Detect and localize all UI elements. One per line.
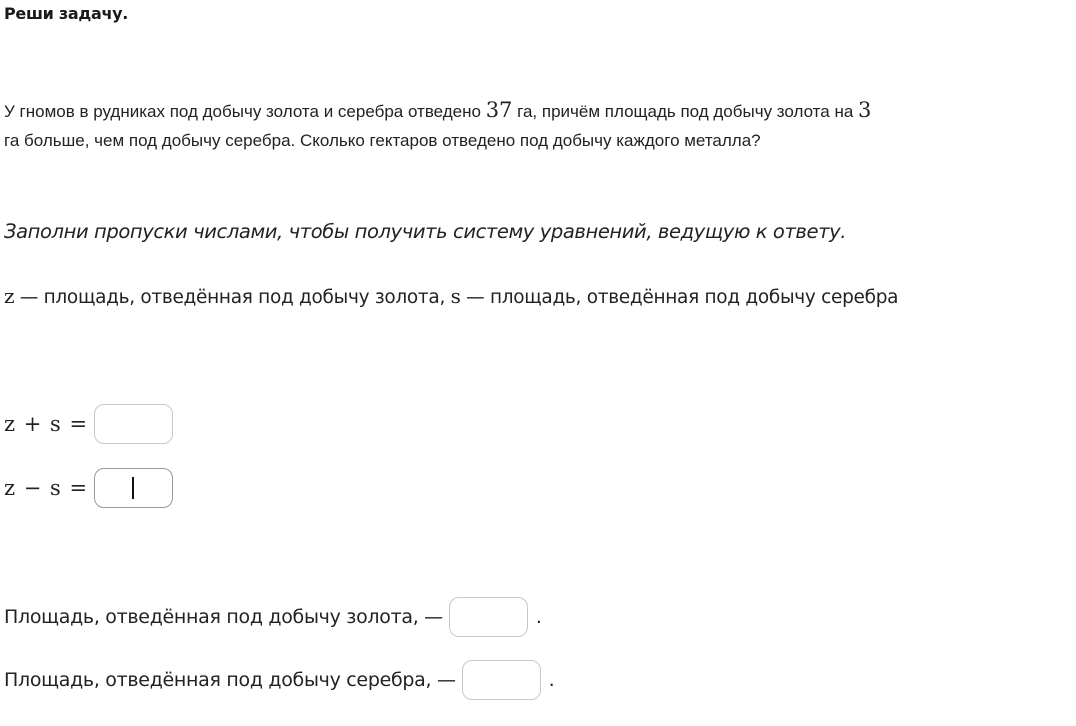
equation-diff-input[interactable]: [94, 468, 173, 508]
variable-s-description: — площадь, отведённая под добычу серебра: [460, 287, 899, 308]
equation-sum-row: [4, 404, 173, 444]
task-heading: Реши задачу.: [4, 4, 129, 23]
silver-answer-label: Площадь, отведённая под добычу серебра, —: [4, 669, 456, 691]
problem-text: [4, 96, 884, 155]
equation-sum-expression: z + s =: [4, 412, 89, 436]
gold-answer-row: [4, 597, 542, 637]
variable-s: s: [450, 284, 461, 308]
problem-part-3: га больше, чем под добычу серебра. Сколько гектаров отведено под добычу каждого металла?: [4, 131, 761, 150]
text-caret: [132, 477, 134, 499]
variable-z-description: — площадь, отведённая под добычу золота,: [14, 287, 451, 308]
difference-number: 3: [858, 98, 872, 122]
variable-z: z: [4, 284, 15, 308]
gold-answer-label: Площадь, отведённая под добычу золота, —: [4, 606, 443, 628]
instruction-text: Заполни пропуски числами, чтобы получить систему уравнений, ведущую к ответу.: [4, 220, 847, 243]
gold-answer-input[interactable]: [449, 597, 528, 637]
variable-definitions: [4, 284, 898, 308]
equation-sum-input[interactable]: [94, 404, 173, 444]
total-area-number: 37: [485, 98, 513, 122]
silver-answer-period: .: [548, 669, 555, 691]
gold-answer-period: .: [535, 606, 542, 628]
equation-diff-expression: z − s =: [4, 476, 89, 500]
silver-answer-input[interactable]: [462, 660, 541, 700]
equation-diff-row: [4, 468, 173, 508]
problem-part-1: У гномов в рудниках под добычу золота и серебра отведено: [4, 102, 486, 121]
silver-answer-row: [4, 660, 554, 700]
problem-part-2: га, причём площадь под добычу золота на: [512, 102, 859, 121]
